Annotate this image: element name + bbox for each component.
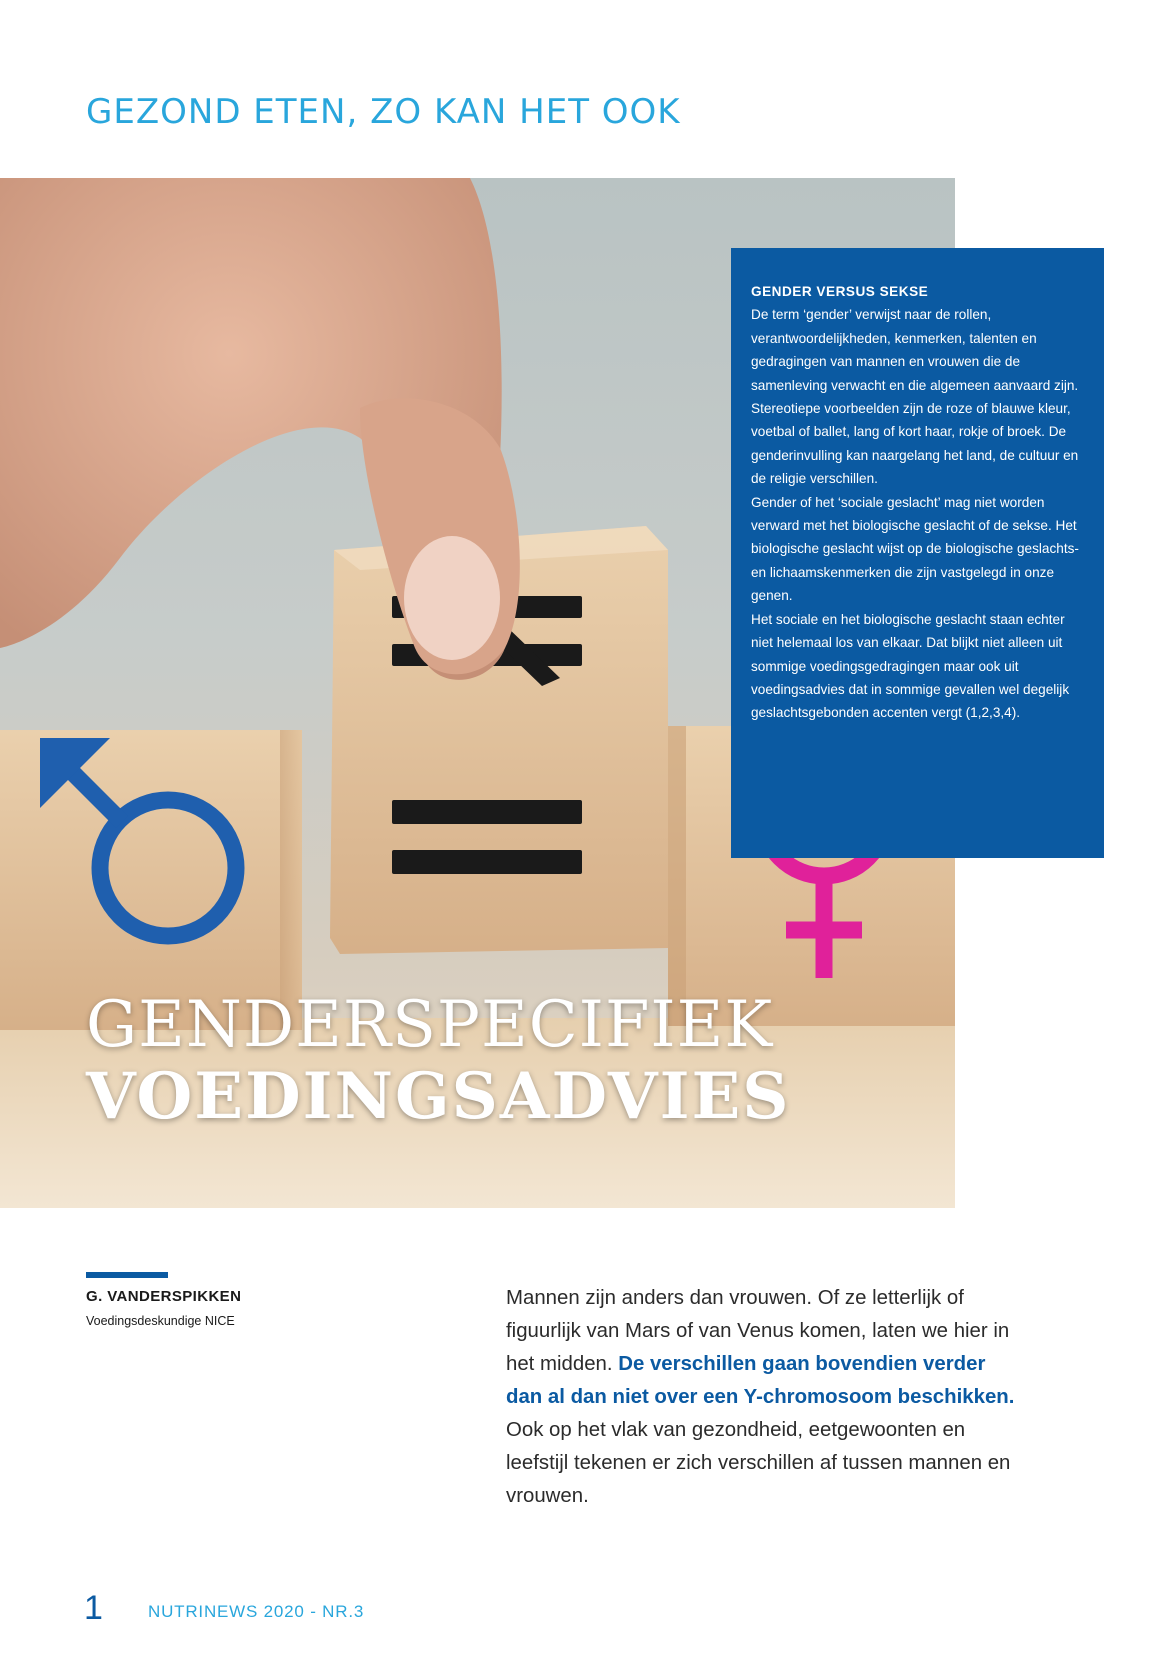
author-name: G. VANDERSPIKKEN: [86, 1288, 242, 1305]
info-box-paragraph: De term ‘gender’ verwijst naar de rollen, verantwoordelijkheden, kenmerken, talenten en gedragingen van mannen en vrouwen die de samenleving verwacht en die algemeen aanvaard zijn. Stereotiepe voorbeelden zijn de roze of blauwe kleur, voetbal of ballet, lang of kort haar, rokje of broek. De genderinvulling kan naargelang het land, de cultuur en de religie verschillen.: [751, 307, 1079, 487]
section-kicker: GEZOND ETEN, ZO KAN HET OOK: [86, 92, 681, 132]
author-divider: [86, 1272, 168, 1278]
intro-text: Ook op het vlak van gezondheid, eetgewoonten en leefstijl tekenen er zich verschillen af tussen mannen en vrouwen.: [506, 1419, 1011, 1507]
info-box-paragraph: Het sociale en het biologische geslacht staan echter niet helemaal los van elkaar. Dat blijkt niet alleen uit sommige voedingsgedragingen maar ook uit voedingsadvies dat in sommige gevallen wel degelijk geslachtsgebonden accenten vergt (1,2,3,4).: [751, 611, 1070, 721]
magazine-issue: NUTRINEWS 2020 - NR.3: [148, 1602, 365, 1621]
article-title: [86, 990, 946, 1134]
intro-highlight: De verschillen gaan bovendien verder dan al dan niet over een Y-chromosoom beschikken.: [506, 1353, 1015, 1408]
sidebar-info-box: [731, 248, 1104, 858]
page-number: 1: [84, 1589, 103, 1627]
info-box-title: GENDER VERSUS SEKSE: [751, 284, 929, 299]
author-role: Voedingsdeskundige NICE: [86, 1314, 235, 1328]
title-line-2: VOEDINGSADVIES: [86, 1059, 791, 1134]
info-box-paragraph: Gender of het ‘sociale geslacht’ mag niet worden verward met het biologische geslacht of de sekse. Het biologische geslacht wijst op de biologische geslachts- en lichaamskenmerken die zijn vastgelegd in onze genen.: [751, 494, 1079, 604]
hand: [0, 178, 520, 680]
intro-text: Mannen zijn anders dan vrouwen. Of ze letterlijk of figuurlijk van Mars of van Venus komen, laten we hier in het midden.: [506, 1287, 1010, 1375]
title-line-1: GENDERSPECIFIEK: [86, 988, 774, 1062]
intro-paragraph: [506, 1282, 1026, 1513]
